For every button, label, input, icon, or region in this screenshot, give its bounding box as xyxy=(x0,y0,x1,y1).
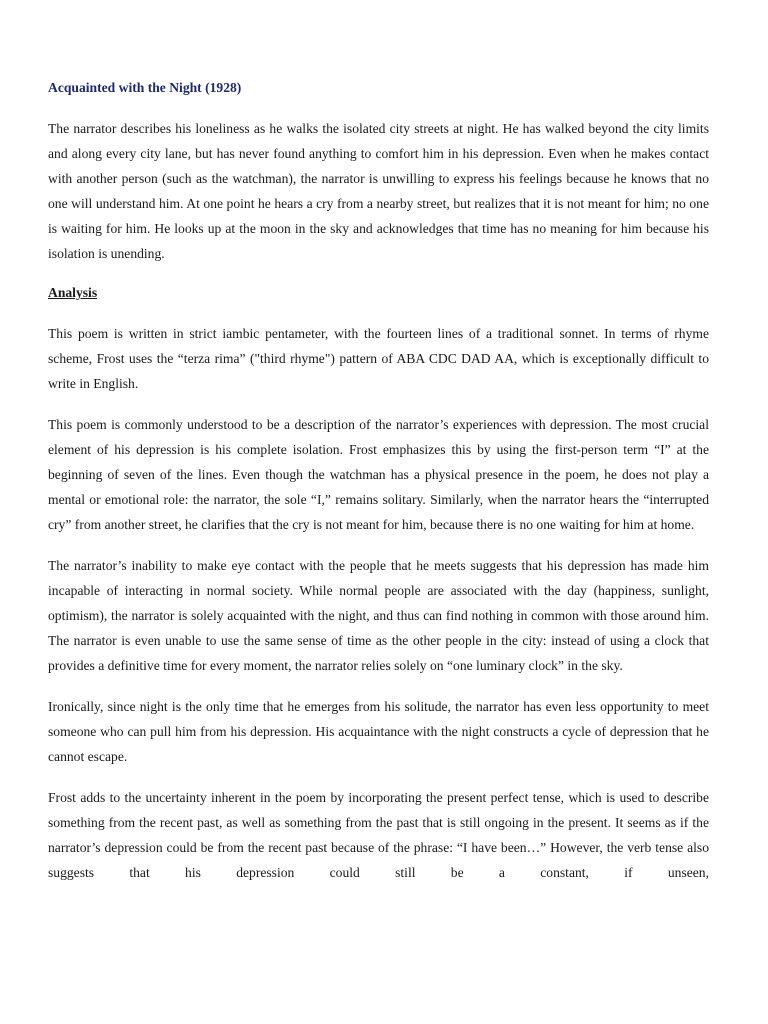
analysis-paragraph-irony: Ironically, since night is the only time that he emerges from his solitude, the narrator has even less opportunity to meet someone who can pull him from his depression. His acquaintance with the night constructs a cycle of depression that he cannot escape. xyxy=(48,699,709,764)
analysis-paragraph-society: The narrator’s inability to make eye contact with the people that he meets suggests that his depression has made him incapable of interacting in normal society. While normal people are associated with the day (happiness, sunlight, optimism), the narrator is solely acquainted with the night, and thus can find nothing in common with those around him. The narrator is even unable to use the same sense of time as the other people in the city: instead of using a clock that provides a definitive time for every moment, the narrator relies solely on “one luminary clock” in the sky. xyxy=(48,558,709,673)
summary-paragraph: The narrator describes his loneliness as he walks the isolated city streets at night. He has walked beyond the city limits and along every city lane, but has never found anything to comfort him in his depression. Even when he makes contact with another person (such as the watchman), the narrator is unwilling to express his feelings because he knows that no one will understand him. At one point he hears a cry from a nearby street, but realizes that it is not meant for him; no one is waiting for him. He looks up at the moon in the sky and acknowledges that time has no meaning for him because his isolation is unending. xyxy=(48,121,709,261)
document-page xyxy=(48,77,709,885)
analysis-paragraph-meter: This poem is written in strict iambic pentameter, with the fourteen lines of a traditional sonnet. In terms of rhyme scheme, Frost uses the “terza rima” ("third rhyme") pattern of ABA CDC DAD AA, which is exceptionally difficult to write in English. xyxy=(48,326,709,391)
analysis-paragraph-isolation: This poem is commonly understood to be a description of the narrator’s experiences with depression. The most crucial element of his depression is his complete isolation. Frost emphasizes this by using the first-person term “I” at the beginning of seven of the lines. Even though the watchman has a physical presence in the poem, he does not play a mental or emotional role: the narrator, the sole “I,” remains solitary. Similarly, when the narrator hears the “interrupted cry” from another street, he clarifies that the cry is not meant for him, because there is no one waiting for him at home. xyxy=(48,417,709,532)
document-title: Acquainted with the Night (1928) xyxy=(48,80,242,95)
analysis-paragraph-tense: Frost adds to the uncertainty inherent in the poem by incorporating the present perfect tense, which is used to describe something from the recent past, as well as something from the past that is still ongoing in the present. It seems as if the narrator’s depression could be from the recent past because of the phrase: “I have been…” However, the verb tense also suggests that his depression could still be a constant, if unseen, xyxy=(48,790,709,880)
analysis-heading: Analysis xyxy=(48,285,98,300)
